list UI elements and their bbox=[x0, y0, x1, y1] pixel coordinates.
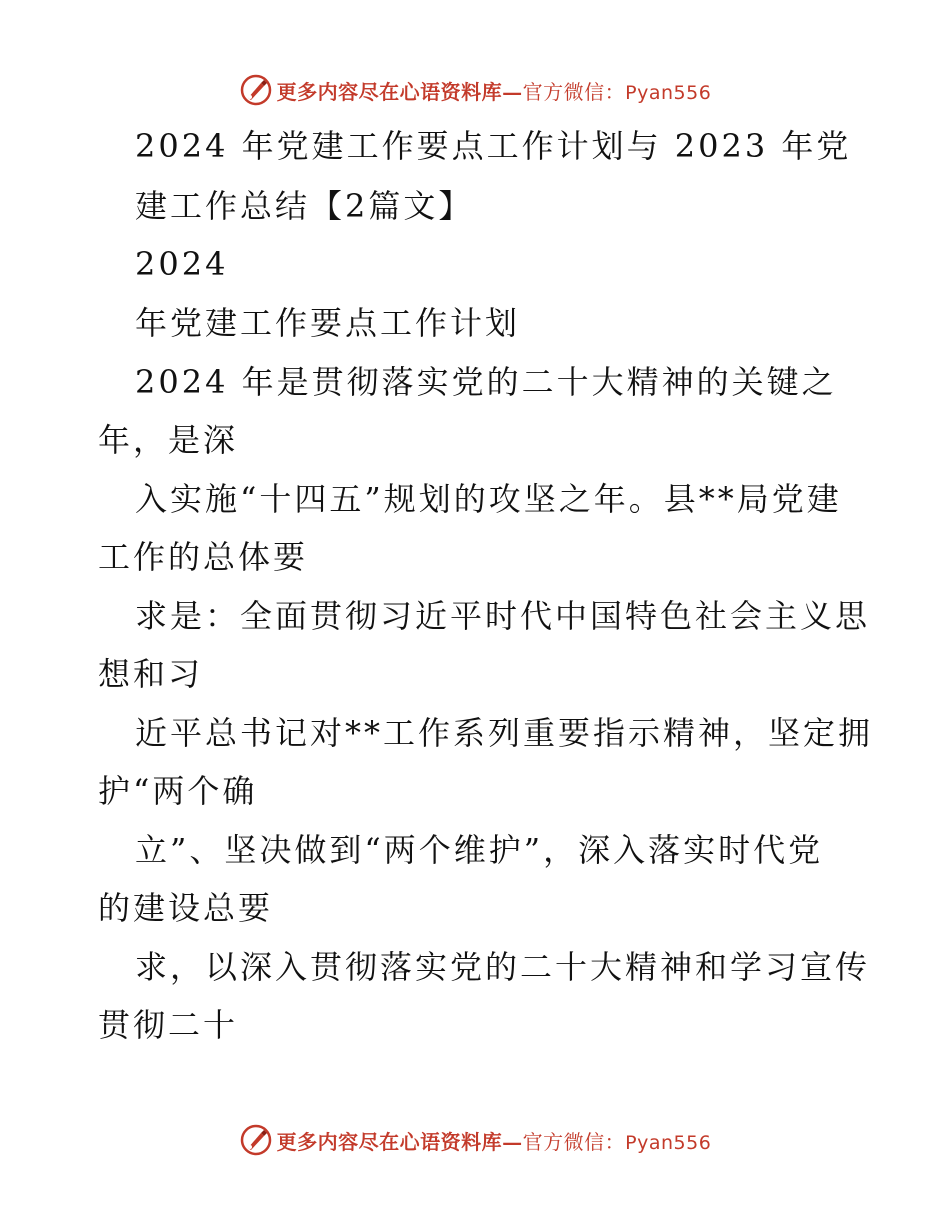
paragraph-line: 年，是深 bbox=[98, 421, 239, 459]
paragraph-line: 近平总书记对**工作系列重要指示精神，坚定拥 bbox=[135, 714, 874, 752]
paragraph-line: 立”、坚决做到“两个维护”，深入落实时代党 bbox=[135, 831, 824, 869]
footer-wechat-id: Pyan556 bbox=[625, 1131, 712, 1154]
header-banner bbox=[0, 70, 950, 110]
pen-logo-icon bbox=[239, 73, 273, 107]
paragraph-line: 贯彻二十 bbox=[98, 1006, 239, 1044]
paragraph-line: 求是：全面贯彻习近平时代中国特色社会主义思 bbox=[135, 597, 871, 635]
paragraph-line: 工作的总体要 bbox=[98, 538, 309, 576]
subtitle-line-2: 年党建工作要点工作计划 bbox=[135, 304, 521, 342]
paragraph-line: 的建设总要 bbox=[98, 889, 274, 927]
footer-wechat-label: 官方微信： bbox=[522, 1129, 626, 1154]
title-line-1: 2024 年党建工作要点工作计划与 2023 年党 bbox=[135, 127, 852, 165]
paragraph-line: 求，以深入贯彻落实党的二十大精神和学习宣传 bbox=[135, 948, 871, 986]
header-banner-slogan: 更多内容尽在心语资料库— bbox=[276, 79, 523, 104]
footer-banner-slogan: 更多内容尽在心语资料库— bbox=[276, 1129, 523, 1154]
paragraph-line: 想和习 bbox=[98, 655, 204, 693]
subtitle-line-1: 2024 bbox=[135, 245, 229, 283]
header-wechat-label: 官方微信： bbox=[522, 79, 626, 104]
footer-banner-text bbox=[277, 1126, 712, 1155]
footer-banner bbox=[0, 1120, 950, 1160]
paragraph-line: 护“两个确 bbox=[98, 772, 258, 810]
paragraph-line: 2024 年是贯彻落实党的二十大精神的关键之 bbox=[135, 363, 837, 401]
header-banner-text bbox=[277, 76, 712, 105]
paragraph-line: 入实施“十四五”规划的攻坚之年。县**局党建 bbox=[135, 480, 842, 518]
title-line-2: 建工作总结【2篇文】 bbox=[135, 187, 474, 225]
header-wechat-id: Pyan556 bbox=[625, 81, 712, 104]
pen-logo-icon bbox=[239, 1123, 273, 1157]
